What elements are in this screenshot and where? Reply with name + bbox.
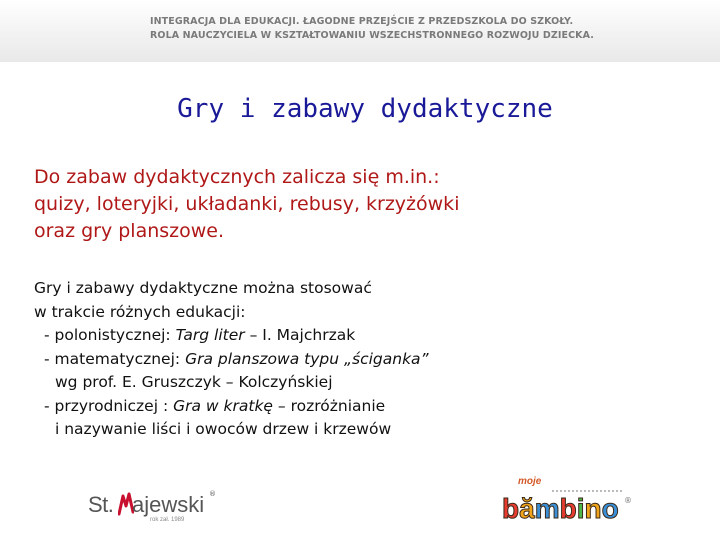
item-prefix: - matematycznej: (44, 349, 186, 368)
intro-paragraph (34, 164, 594, 245)
intro-line: oraz gry planszowe. (34, 220, 225, 242)
logo-letter: b (559, 493, 577, 524)
logo-moje-text: moje (518, 476, 542, 487)
logo-founded-text: rok zał. 1989 (150, 517, 185, 523)
logo-letter: o (601, 493, 619, 524)
intro-line: Do zabaw dydaktycznych zalicza się m.in.: (34, 166, 440, 188)
bambino-logo (498, 476, 638, 528)
logo-dotted-line (552, 490, 622, 492)
body-paragraph (34, 277, 674, 442)
logo-letter: n (584, 493, 602, 524)
list-item-przyrodnicza (34, 395, 674, 419)
list-item-continuation: wg prof. E. Gruszczyk – Kolczyńskiej (55, 373, 333, 391)
header-banner (0, 0, 720, 62)
logo-st-text: St. (88, 492, 114, 517)
header-line-1: INTEGRACJA DLA EDUKACJI. ŁAGODNE PRZEJŚCIE Z PRZEDSZKOLA DO SZKOŁY. (150, 16, 574, 27)
item-prefix: - polonistycznej: (44, 326, 176, 344)
list-item-continuation: i nazywanie liści i owoców drzew i krzewów (55, 420, 392, 438)
item-prefix: - przyrodniczej : (44, 396, 174, 415)
list-item-polonistyczna (34, 324, 674, 348)
majewski-logo (88, 486, 218, 526)
logo-bambino-word (502, 493, 619, 525)
item-game-title: Gra w kratkę (173, 396, 273, 415)
item-description: – rozróżnianie (272, 396, 386, 415)
registered-mark: ® (624, 496, 632, 505)
logo-letter: m (534, 493, 560, 524)
header-line-2: ROLA NAUCZYCIELA W KSZTAŁTOWANIU WSZECHSTRONNEGO ROZWOJU DZIECKA. (150, 30, 594, 41)
slide-title: Gry i zabawy dydaktyczne (177, 94, 553, 124)
list-item-matematyczna (34, 348, 674, 372)
body-line: Gry i zabawy dydaktyczne można stosować (34, 279, 372, 297)
logo-name-text: ajewski (132, 492, 205, 517)
item-game-title: Targ liter (175, 326, 245, 344)
logo-letter: i (576, 493, 585, 524)
logo-letter: b (502, 493, 520, 524)
item-game-title: Gra planszowa typu „ściganka” (185, 349, 429, 368)
body-line: w trakcie różnych edukacji: (34, 302, 246, 321)
logo-letter: ă (519, 493, 535, 524)
registered-mark: ® (209, 490, 216, 498)
item-author: – I. Majchrzak (244, 326, 356, 344)
intro-line: quizy, loteryjki, układanki, rebusy, krzyżówki (34, 193, 460, 215)
